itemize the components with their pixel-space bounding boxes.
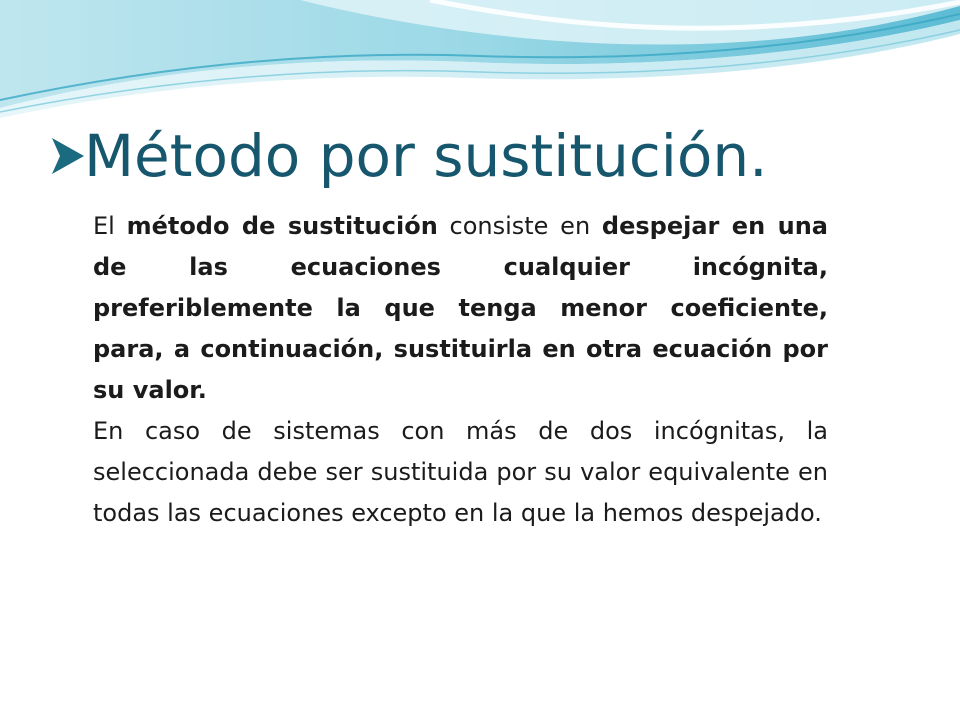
paragraph-definition — [93, 206, 828, 411]
title-row — [50, 118, 768, 194]
paragraph1-bold-method: método de sustitución — [126, 212, 438, 240]
slide-title: Método por sustitución. — [84, 122, 768, 190]
slide-body — [93, 206, 828, 534]
paragraph-systems: En caso de sistemas con más de dos incógnitas, la seleccionada debe ser sustituida por su valor equivalente en todas las ecuaciones excepto en la que la hemos despejado. — [93, 417, 828, 527]
paragraph1-text-2: consiste en — [437, 212, 602, 240]
wave-header-decoration — [0, 0, 960, 120]
arrow-bullet-icon — [50, 134, 86, 178]
paragraph1-text-1: El — [93, 212, 127, 240]
paragraph1-bold-explanation: despejar en una de las ecuaciones cualquier incógnita, preferiblemente la que tenga menor coeficiente, para, a continuación, sustituirla en otra ecuación por su valor. — [93, 212, 828, 404]
